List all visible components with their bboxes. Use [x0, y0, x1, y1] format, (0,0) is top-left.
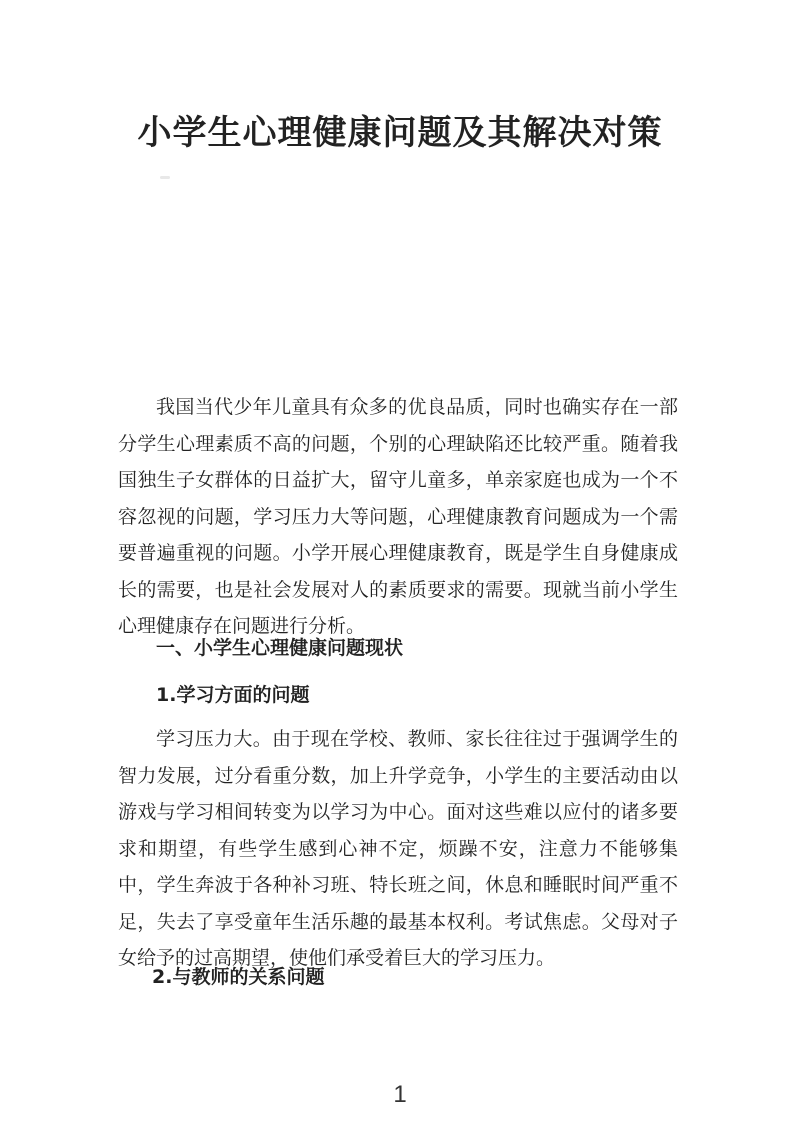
scan-artifact — [160, 176, 170, 179]
study-paragraph-block — [118, 721, 678, 977]
subsection-heading-2: 2.与教师的关系问题 — [152, 966, 325, 988]
subsection-heading-1: 1.学习方面的问题 — [156, 684, 310, 706]
page-number: 1 — [393, 1081, 407, 1108]
study-pressure-paragraph: 学习压力大。由于现在学校、教师、家长往往过于强调学生的智力发展，过分看重分数，加上升学竞争，小学生的主要活动由以游戏与学习相间转变为以学习为中心。面对这些难以应付的诸多要求和期望，有些学生感到心神不定，烦躁不安，注意力不能够集中，学生奔波于各种补习班、特长班之间，休息和睡眠时间严重不足，失去了享受童年生活乐趣的最基本权利。考试焦虑。父母对子女给予的过高期望，使他们承受着巨大的学习压力。 — [118, 728, 678, 969]
intro-paragraph-block — [118, 389, 678, 645]
intro-paragraph: 我国当代少年儿童具有众多的优良品质，同时也确实存在一部分学生心理素质不高的问题，个别的心理缺陷还比较严重。随着我国独生子女群体的日益扩大，留守儿童多，单亲家庭也成为一个不容忽视的问题，学习压力大等问题，心理健康教育问题成为一个需要普遍重视的问题。小学开展心理健康教育，既是学生自身健康成长的需要，也是社会发展对人的素质要求的需要。现就当前小学生心理健康存在问题进行分析。 — [118, 396, 678, 637]
document-title: 小学生心理健康问题及其解决对策 — [137, 113, 663, 153]
section-heading-1: 一、小学生心理健康问题现状 — [156, 637, 404, 659]
